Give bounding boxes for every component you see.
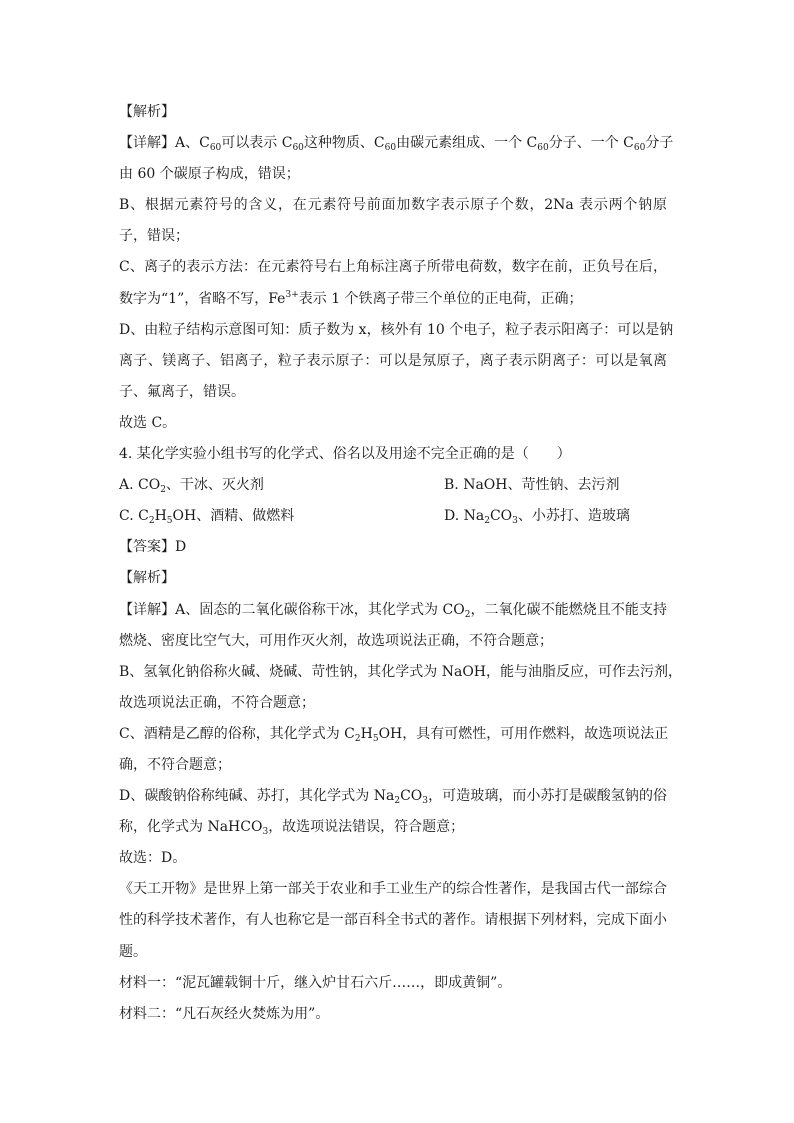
superscript: 3+: [285, 289, 299, 300]
subscript: 2: [160, 485, 166, 496]
text-line: 由 60 个碳原子构成，错误；: [119, 166, 300, 183]
text-line: 【详解】A、固态的二氧化碳俗称干冰，其化学式为 $CO_2$，二氧化碳不能燃烧且不能支持: [119, 601, 668, 620]
subscript: 5: [166, 516, 173, 527]
text-line: 确，不符合题意；: [119, 756, 231, 773]
subscript: 3: [262, 827, 269, 838]
answer-option: C. $C_2H_5OH$、酒精、做燃料: [119, 508, 295, 527]
subscript: 60: [384, 143, 397, 154]
text-line: B、氢氧化钠俗称火碱、烧碱、苛性钠，其化学式为 NaOH，能与油脂反应，可作去污剂，: [119, 663, 683, 680]
text-line: 故选项说法正确，不符合题意；: [119, 694, 315, 711]
answer-option: A. $CO_2$、干冰、灭火剂: [119, 477, 264, 496]
text-line: 【解析】: [119, 570, 175, 587]
text-line: 【答案】D: [119, 539, 187, 556]
text-line: 称，化学式为 NaHCO$_3$，故选项说法错误，符合题意；: [119, 819, 465, 838]
text-line: 题。: [119, 943, 147, 960]
subscript: 2: [464, 609, 471, 620]
document-body: [119, 97, 683, 1030]
subscript: 3: [512, 516, 518, 527]
subscript: 2: [394, 796, 401, 807]
text-line: 材料二：“凡石灰经火焚炼为用”。: [119, 1005, 330, 1022]
text-line: 子，错误；: [119, 228, 189, 245]
text-line: B、根据元素符号的含义，在元素符号前面加数字表示原子个数，2Na 表示两个钠原: [119, 197, 667, 214]
text-line: 【详解】A、$C_{60}$可以表示 $C_{60}$这种物质、$C_{60}$由碳元素组成、一个 $C_{60}$分子、一个 $C_{60}$分子: [119, 135, 674, 154]
text-line: D、由粒子结构示意图可知：质子数为 x，核外有 10 个电子，粒子表示阳离子：可以是钠: [119, 321, 674, 338]
text-line: 故选 C。: [119, 414, 177, 431]
answer-option: B. NaOH、苛性钠、去污剂: [444, 477, 620, 494]
text-line: 离子、镁离子、铝离子，粒子表示原子：可以是氖原子，离子表示阴离子：可以是氧离: [119, 352, 667, 369]
text-line: 《天工开物》是世界上第一部关于农业和手工业生产的综合性著作，是我国古代一部综合: [119, 881, 667, 898]
text-line: 燃烧、密度比空气大，可用作灭火剂，故选项说法正确，不符合题意；: [119, 632, 553, 649]
answer-options-row: [119, 470, 667, 501]
subscript: 3: [422, 796, 429, 807]
text-line: C、酒精是乙醇的俗称，其化学式为 $C_2H_5OH$，具有可燃性，可用作燃料，故选项说法正: [119, 725, 669, 744]
subscript: 60: [209, 143, 222, 154]
text-line: 子、氟离子，错误。: [119, 383, 245, 400]
text-line: D、碳酸钠俗称纯碱、苏打，其化学式为 $Na_2CO_3$，可造玻璃，而小苏打是碳酸氢钠的俗: [119, 788, 667, 807]
text-line: 【解析】: [119, 104, 175, 120]
text-line: 材料一：“泥瓦罐载铜十斤，继入炉甘石六斤……，即成黄铜”。: [119, 974, 512, 991]
text-line: 性的科学技术著作，有人也称它是一部百科全书式的著作。请根据下列材料，完成下面小: [119, 912, 667, 929]
subscript: 5: [372, 733, 379, 744]
subscript: 60: [292, 143, 304, 154]
answer-options-row: [119, 501, 667, 532]
subscript: 60: [633, 143, 646, 154]
subscript: 2: [484, 516, 490, 527]
text-line: C、离子的表示方法：在元素符号右上角标注离子所带电荷数，数字在前，正负号在后，: [119, 259, 667, 276]
subscript: 60: [537, 143, 549, 154]
text-line: 故选：D。: [119, 850, 187, 867]
subscript: 2: [148, 516, 155, 527]
text-line: 4. 某化学实验小组书写的化学式、俗名以及用途不完全正确的是（ ）: [119, 446, 571, 463]
subscript: 2: [354, 733, 361, 744]
answer-option: D. $Na_2CO_3$、小苏打、造玻璃: [444, 508, 630, 527]
text-line: 数字为“1”，省略不写，$Fe^{3+}$表示 1 个铁离子带三个单位的正电荷，正确；: [119, 289, 583, 307]
